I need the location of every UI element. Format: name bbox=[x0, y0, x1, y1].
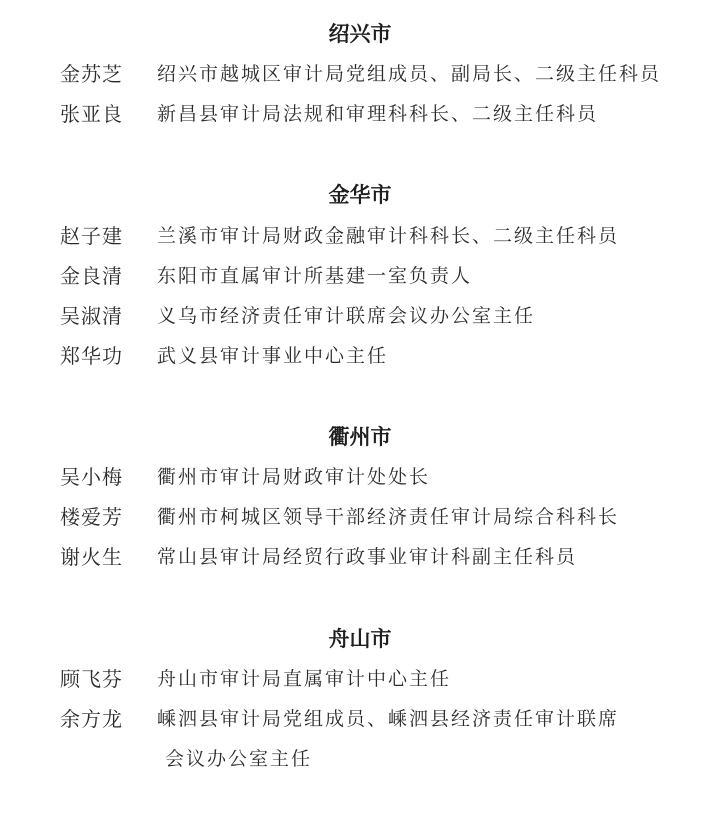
person-name: 谢火生 bbox=[60, 545, 123, 569]
person-name: 郑华功 bbox=[60, 344, 123, 368]
section-heading-zhoushan: 舟山市 bbox=[328, 627, 392, 651]
list-item bbox=[0, 222, 720, 254]
person-name: 顾飞芬 bbox=[60, 667, 123, 691]
person-name: 余方龙 bbox=[60, 707, 123, 731]
person-title: 新昌县审计局法规和审理科科长、二级主任科员 bbox=[157, 103, 599, 125]
person-name: 楼爱芳 bbox=[60, 505, 123, 529]
list-item bbox=[0, 262, 720, 294]
person-name: 赵子建 bbox=[60, 224, 123, 248]
person-name: 金良清 bbox=[60, 264, 123, 288]
list-item-continuation bbox=[0, 745, 720, 777]
person-title: 衢州市柯城区领导干部经济责任审计局综合科科长 bbox=[157, 506, 620, 528]
list-item bbox=[0, 100, 720, 132]
list-item bbox=[0, 463, 720, 495]
section-heading-jinhua: 金华市 bbox=[328, 183, 392, 207]
person-title: 兰溪市审计局财政金融审计科科长、二级主任科员 bbox=[157, 225, 620, 247]
person-title: 武义县审计事业中心主任 bbox=[157, 345, 389, 367]
section-heading-quzhou: 衢州市 bbox=[328, 425, 392, 449]
person-name: 吴小梅 bbox=[60, 465, 123, 489]
list-item bbox=[0, 705, 720, 737]
list-item bbox=[0, 503, 720, 535]
list-item bbox=[0, 543, 720, 575]
list-item bbox=[0, 60, 720, 92]
list-item bbox=[0, 342, 720, 374]
person-name: 金苏芝 bbox=[60, 62, 123, 86]
person-title-continued: 会议办公室主任 bbox=[165, 748, 313, 770]
person-title: 义乌市经济责任审计联席会议办公室主任 bbox=[157, 305, 536, 327]
person-title: 东阳市直属审计所基建一室负责人 bbox=[157, 265, 473, 287]
section-heading-shaoxing: 绍兴市 bbox=[328, 22, 392, 46]
person-title: 嵊泗县审计局党组成员、嵊泗县经济责任审计联席 bbox=[157, 708, 620, 730]
person-title: 常山县审计局经贸行政事业审计科副主任科员 bbox=[157, 546, 578, 568]
person-title: 绍兴市越城区审计局党组成员、副局长、二级主任科员 bbox=[157, 63, 662, 85]
list-item bbox=[0, 665, 720, 697]
person-name: 吴淑清 bbox=[60, 304, 123, 328]
person-title: 舟山市审计局直属审计中心主任 bbox=[157, 668, 452, 690]
list-item bbox=[0, 302, 720, 334]
person-name: 张亚良 bbox=[60, 102, 123, 126]
person-title: 衢州市审计局财政审计处处长 bbox=[157, 466, 431, 488]
